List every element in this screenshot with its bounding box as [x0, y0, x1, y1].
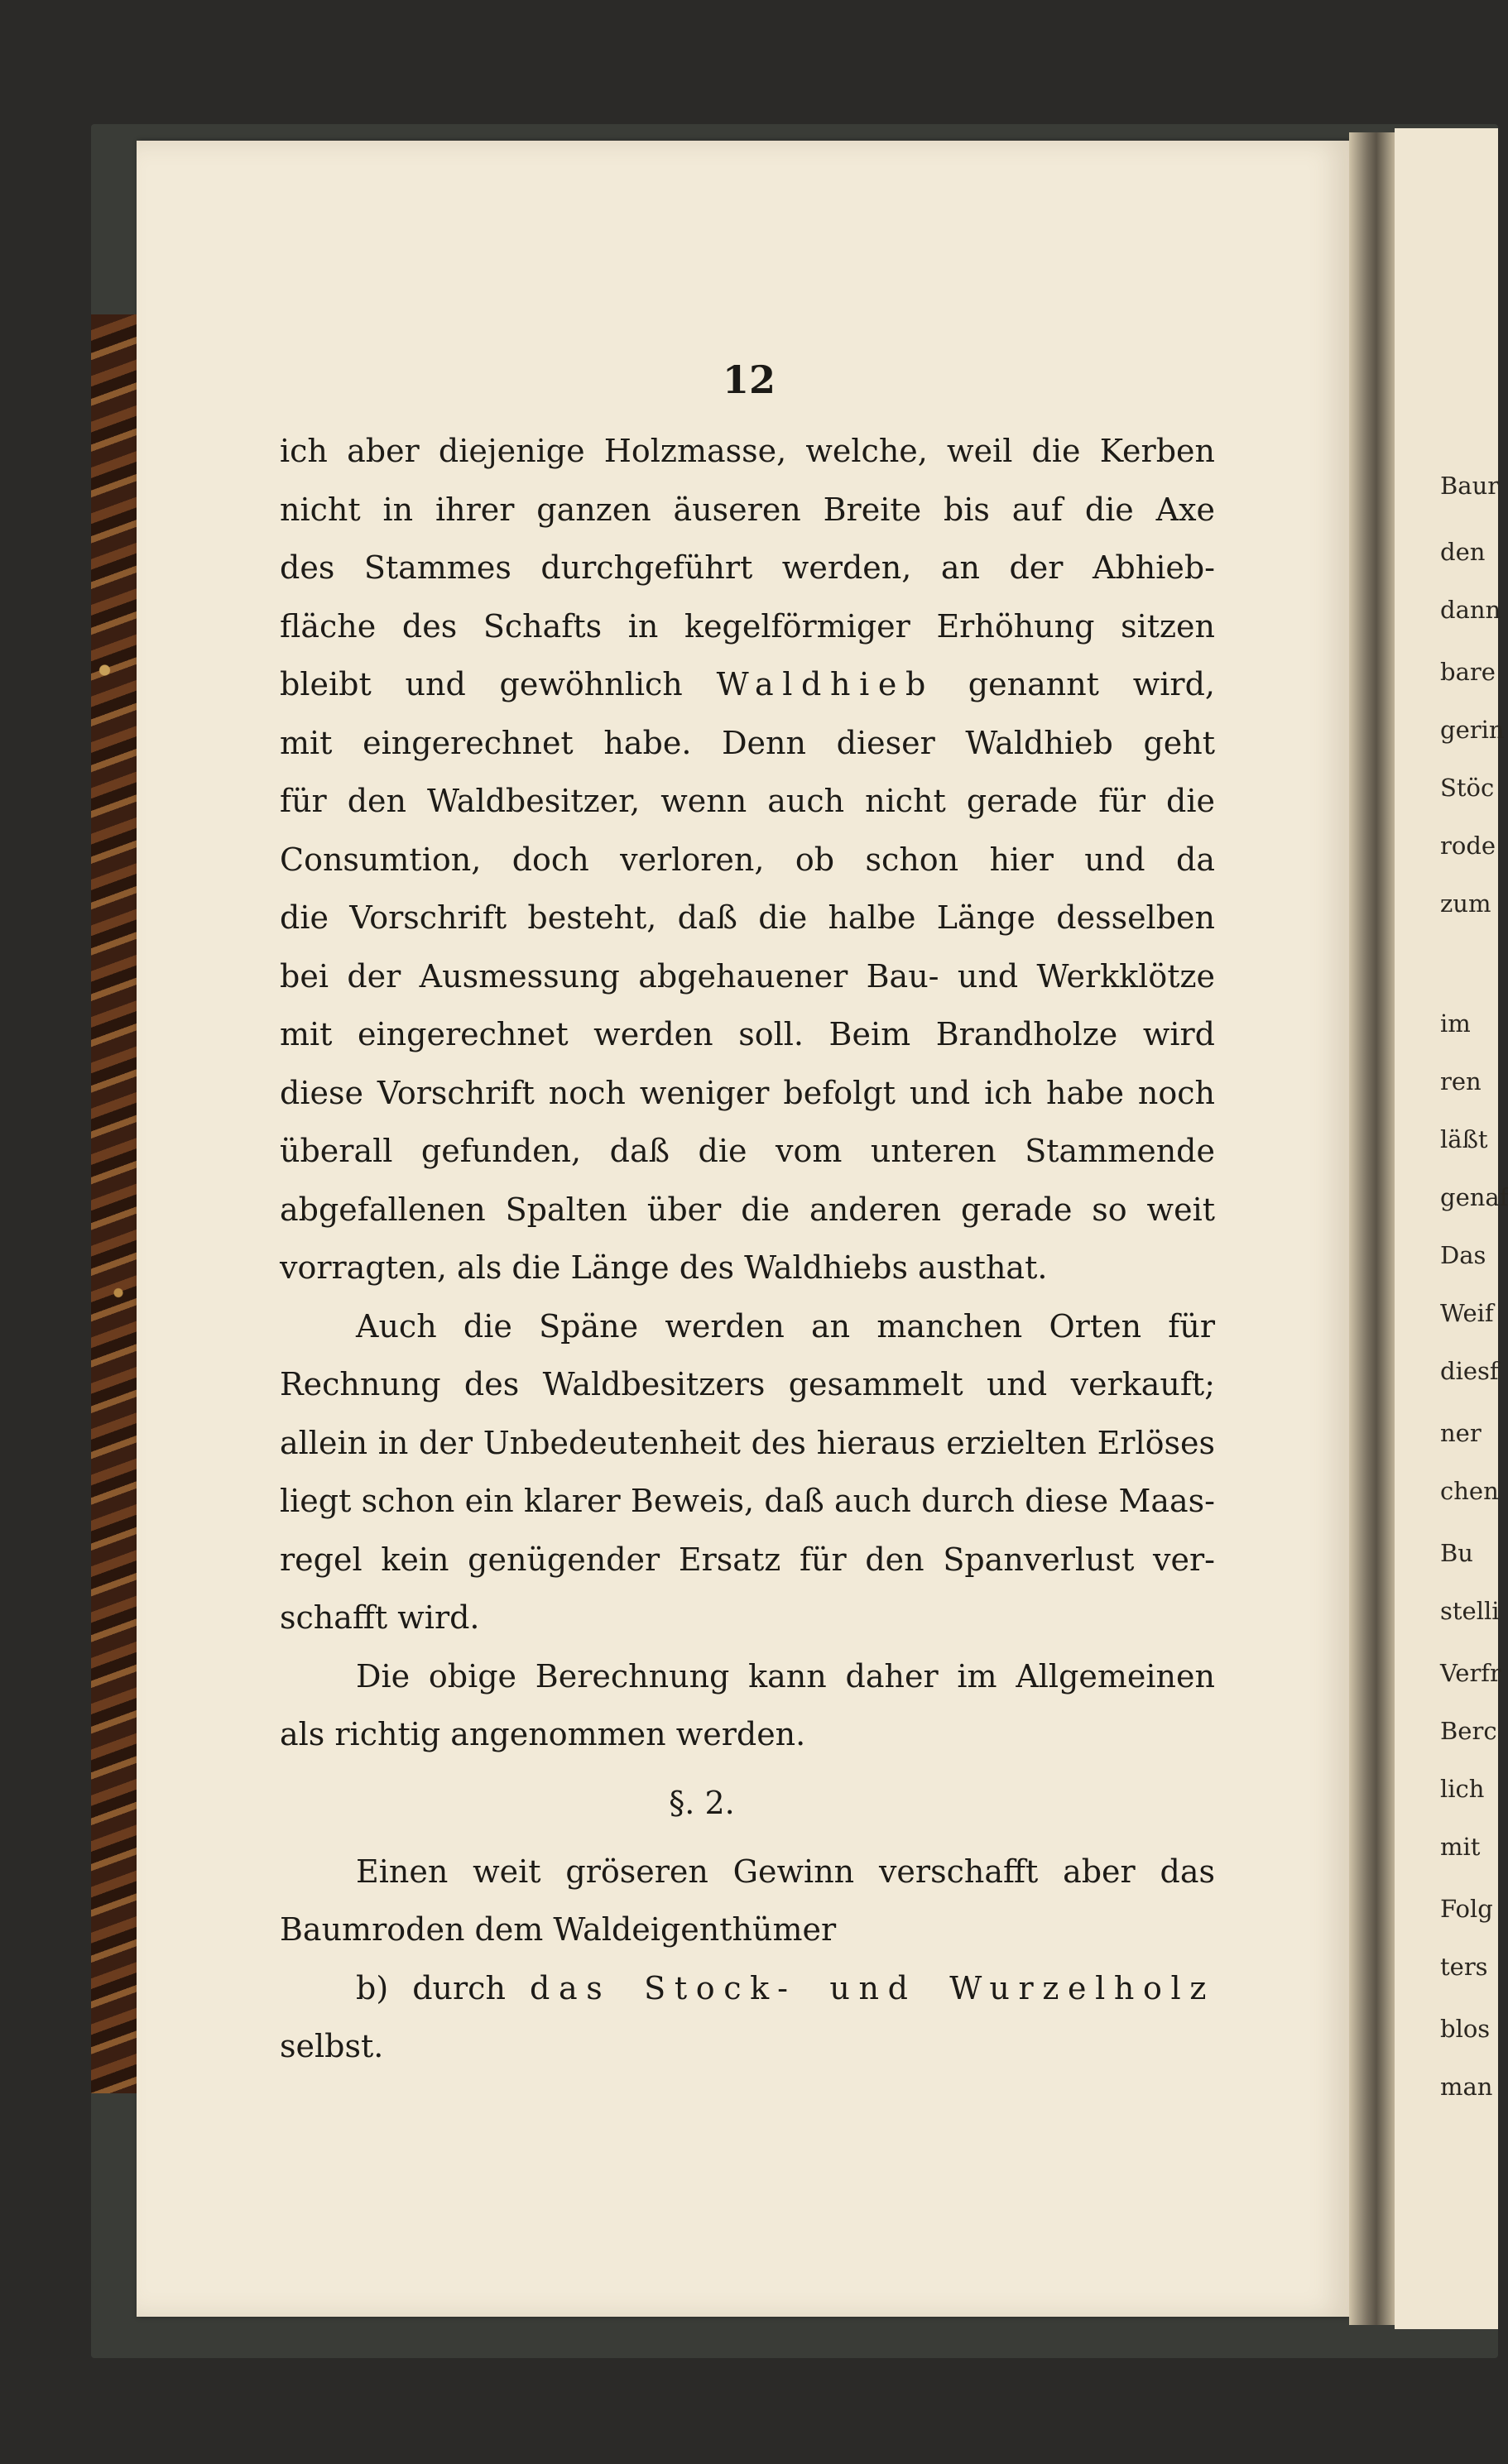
margin-fragment: blos: [1440, 2015, 1491, 2043]
text-line: liegt schon ein klarer Beweis, daß auch durch diese Maas-: [280, 1483, 1215, 1519]
text-line: vorragten, als die Länge des Waldhiebs austhat.: [280, 1249, 1048, 1286]
margin-fragment: stelli: [1440, 1597, 1500, 1625]
spaced-term: Waldhieb: [716, 666, 935, 702]
text-line: selbst.: [280, 2028, 384, 2064]
list-item-b: [280, 1959, 1215, 2018]
margin-fragment: man: [1440, 2073, 1493, 2101]
text-line: diese Vorschrift noch weniger befolgt und ich habe noch: [280, 1074, 1215, 1111]
text-line: schafft wird.: [280, 1599, 480, 1636]
text-line: regel kein genügender Ersatz für den Spanverlust ver-: [280, 1541, 1215, 1578]
margin-fragment: mit: [1440, 1833, 1481, 1861]
margin-fragment: rode: [1440, 832, 1496, 860]
text-line: überall gefunden, daß die vom unteren Stammende: [280, 1133, 1215, 1169]
margin-fragment: Stöc: [1440, 774, 1495, 802]
text-line: mit eingerechnet werden soll. Beim Brandholze wird: [280, 1016, 1215, 1052]
margin-fragment: Weif: [1440, 1299, 1494, 1327]
section-heading: §. 2.: [669, 1784, 735, 1821]
text-line: bei der Ausmessung abgehauener Bau- und Werkklötze: [280, 957, 1215, 995]
text-line: Rechnung des Waldbesitzers gesammelt und verkauft;: [280, 1366, 1215, 1402]
margin-fragment: Das: [1440, 1241, 1486, 1269]
text-line-end: genannt wird,: [968, 666, 1215, 702]
margin-fragment: ters: [1440, 1953, 1488, 1981]
margin-fragment: Verfr: [1440, 1659, 1501, 1687]
margin-fragment: im: [1440, 1009, 1471, 1038]
text-line: Einen weit gröseren Gewinn verschafft aber das: [356, 1853, 1215, 1890]
text-line: nicht in ihrer ganzen äuseren Breite bis auf die Axe: [280, 491, 1215, 528]
body-text: [280, 422, 1215, 2076]
margin-fragment: gerin: [1440, 716, 1505, 744]
margin-fragment: chen: [1440, 1477, 1499, 1505]
margin-fragment: diesf: [1440, 1357, 1499, 1385]
margin-fragment: Bu: [1440, 1539, 1473, 1567]
text-line: Consumtion, doch verloren, ob schon hier und da: [280, 841, 1215, 878]
margin-fragment: den: [1440, 538, 1486, 566]
text-line: allein in der Unbedeutenheit des hieraus erzielten Erlöses: [280, 1424, 1215, 1461]
margin-fragment: ner: [1440, 1419, 1482, 1447]
text-line-start: bleibt und gewöhnlich: [280, 666, 683, 702]
text-line: Auch die Späne werden an manchen Orten für: [356, 1307, 1215, 1345]
text-line: fläche des Schafts in kegelförmiger Erhöhung sitzen: [280, 607, 1215, 645]
text-line: Baumroden dem Waldeigenthümer: [280, 1911, 837, 1948]
list-item-b-prefix: b) durch: [356, 1969, 506, 2006]
margin-fragment: Berc: [1440, 1717, 1497, 1745]
text-line: für den Waldbesitzer, wenn auch nicht gerade für die: [280, 783, 1215, 819]
margin-fragment: zum: [1440, 889, 1491, 918]
text-line: abgefallenen Spalten über die anderen gerade so weit: [280, 1191, 1215, 1228]
margin-fragment: läßt: [1440, 1125, 1488, 1153]
margin-fragment: genaf: [1440, 1183, 1508, 1211]
margin-fragment: bare: [1440, 658, 1496, 686]
text-line: Die obige Berechnung kann daher im Allgemeinen: [356, 1657, 1215, 1695]
text-line: ich aber diejenige Holzmasse, welche, weil die Kerben: [280, 433, 1215, 469]
text-line-with-spaced-term: [280, 655, 1215, 714]
text-line: die Vorschrift besteht, daß die halbe Länge desselben: [280, 899, 1215, 936]
right-page-edge: [1395, 128, 1498, 2329]
marbled-cover-edge: [91, 314, 137, 2093]
margin-fragment: Baur: [1440, 472, 1500, 500]
margin-fragment: ren: [1440, 1067, 1482, 1095]
page-number: 12: [722, 357, 776, 402]
text-line: als richtig angenommen werden.: [280, 1716, 806, 1752]
margin-fragment: Folg: [1440, 1895, 1493, 1923]
margin-fragment: lich: [1440, 1775, 1485, 1803]
book-gutter: [1349, 132, 1395, 2325]
margin-fragment: dann: [1440, 596, 1501, 624]
text-line: des Stammes durchgeführt werden, an der Abhieb-: [280, 549, 1215, 586]
text-line: mit eingerechnet habe. Denn dieser Waldhieb geht: [280, 724, 1215, 761]
spaced-term: das Stock- und Wurzelholz: [530, 1969, 1215, 2006]
